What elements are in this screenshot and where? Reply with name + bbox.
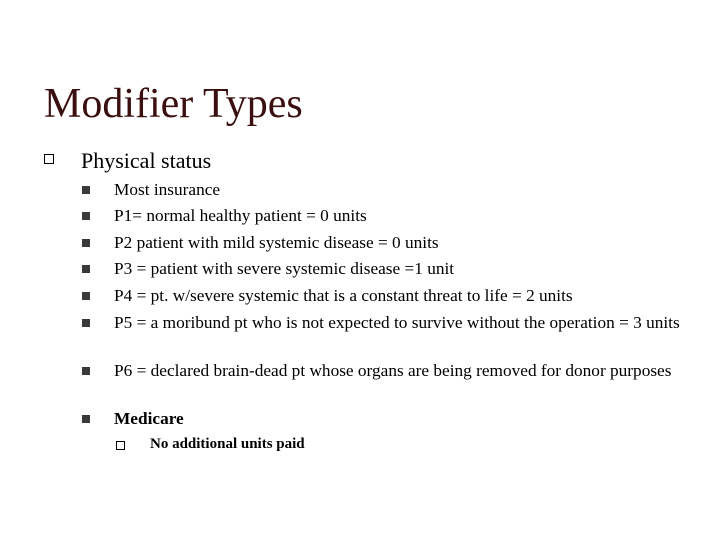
list-item-text: P5 = a moribund pt who is not expected to survive without the operation = 3 units (114, 313, 680, 332)
filled-square-bullet-icon (82, 186, 90, 194)
hollow-square-bullet-icon (116, 441, 125, 450)
hollow-square-bullet-icon (44, 154, 54, 164)
filled-square-bullet-icon (82, 319, 90, 327)
list-item-text: P2 patient with mild systemic disease = 0 units (114, 233, 439, 252)
filled-square-bullet-icon (82, 367, 90, 375)
filled-square-bullet-icon (82, 239, 90, 247)
level3-bullet-text: No additional units paid (150, 436, 305, 452)
list-item-text: P3 = patient with severe systemic disease =1 unit (114, 259, 455, 278)
list-item-text: P6 = declared brain-dead pt whose organs are being removed for donor purposes (114, 361, 672, 380)
list-item-text: Medicare (114, 409, 184, 428)
list-item-text: Most insurance (114, 180, 221, 199)
filled-square-bullet-icon (82, 212, 90, 220)
filled-square-bullet-icon (82, 415, 90, 423)
level1-bullet-text: Physical status (81, 148, 212, 173)
list-item-text: P1= normal healthy patient = 0 units (114, 206, 367, 225)
list-item-text: P4 = pt. w/severe systemic that is a constant threat to life = 2 units (114, 286, 573, 305)
slide-title: Modifier Types (44, 81, 303, 127)
filled-square-bullet-icon (82, 292, 90, 300)
filled-square-bullet-icon (82, 265, 90, 273)
